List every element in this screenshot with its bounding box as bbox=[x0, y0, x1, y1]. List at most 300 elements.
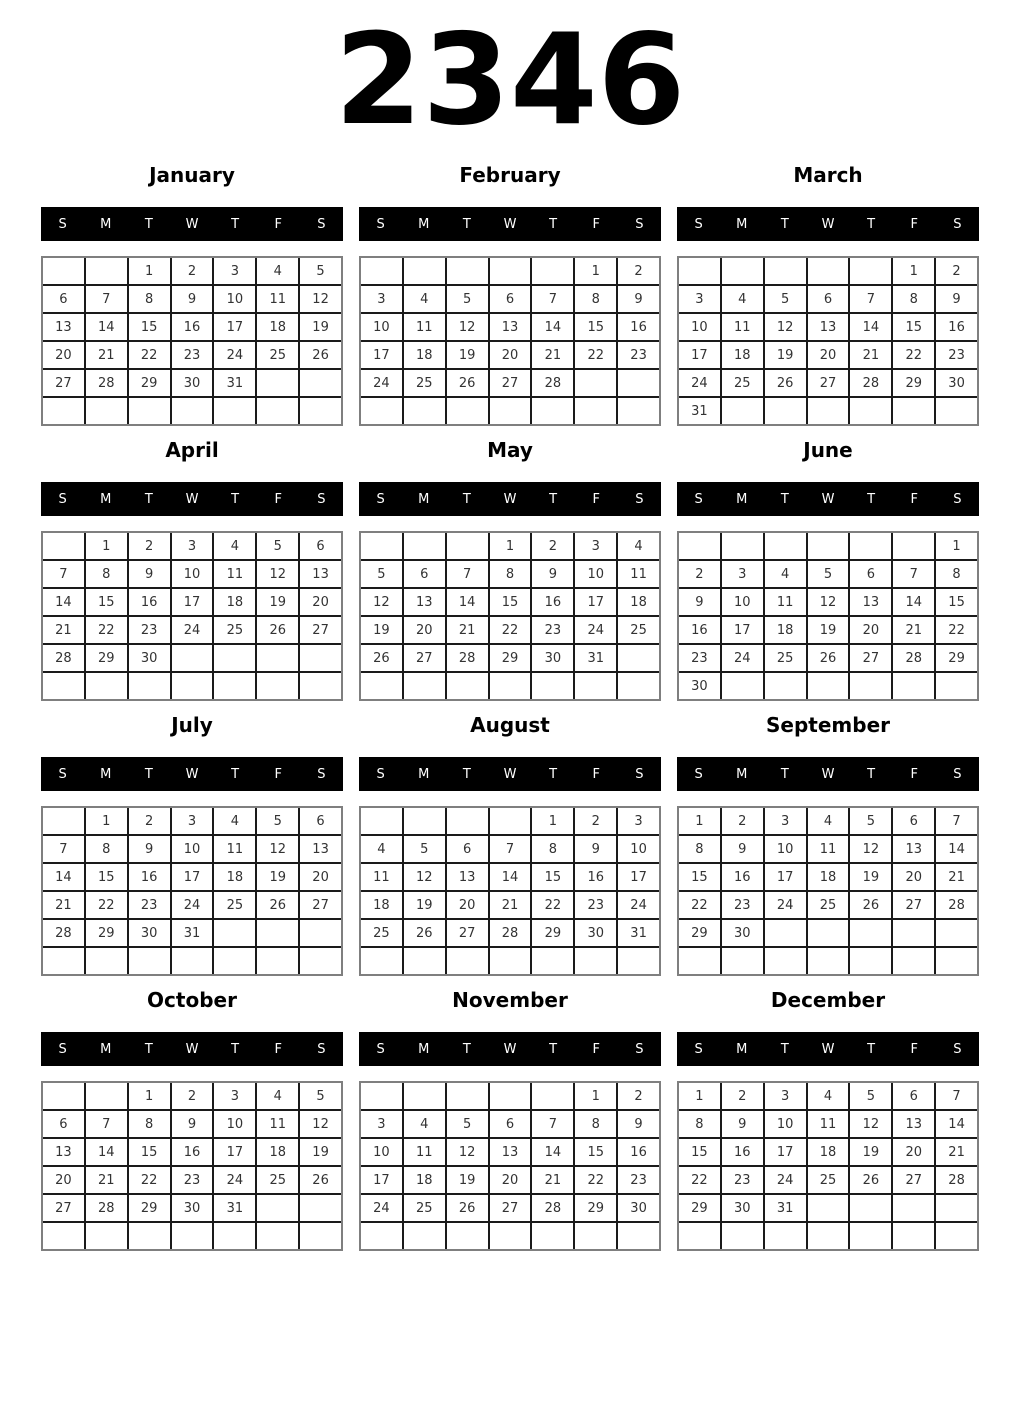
empty-date-cell bbox=[765, 398, 806, 424]
empty-date-cell bbox=[532, 1223, 573, 1249]
date-cell: 22 bbox=[86, 617, 127, 643]
date-cell: 11 bbox=[361, 864, 402, 890]
date-cell: 12 bbox=[447, 314, 488, 340]
empty-date-cell bbox=[361, 1083, 402, 1109]
empty-date-cell bbox=[86, 1083, 127, 1109]
month-calendar bbox=[359, 988, 661, 1251]
empty-date-cell bbox=[129, 948, 170, 974]
day-letter: F bbox=[910, 1041, 919, 1057]
date-cell: 2 bbox=[532, 533, 573, 559]
empty-date-cell bbox=[43, 533, 84, 559]
day-letter: S bbox=[953, 216, 962, 232]
date-cell: 24 bbox=[214, 1167, 255, 1193]
date-cell: 1 bbox=[679, 1083, 720, 1109]
date-cell: 2 bbox=[575, 808, 616, 834]
empty-date-cell bbox=[808, 398, 849, 424]
date-cell: 5 bbox=[850, 1083, 891, 1109]
date-cell: 20 bbox=[404, 617, 445, 643]
empty-date-cell bbox=[936, 1223, 977, 1249]
day-letter: T bbox=[231, 216, 240, 232]
date-cell: 31 bbox=[575, 645, 616, 671]
day-letter: S bbox=[953, 1041, 962, 1057]
day-letter: M bbox=[100, 491, 112, 507]
empty-date-cell bbox=[129, 398, 170, 424]
date-cell: 21 bbox=[447, 617, 488, 643]
empty-date-cell bbox=[43, 1083, 84, 1109]
date-cell: 31 bbox=[765, 1195, 806, 1221]
month-title: April bbox=[165, 438, 219, 463]
day-letter: S bbox=[953, 766, 962, 782]
date-cell: 16 bbox=[532, 589, 573, 615]
day-of-week-header bbox=[359, 757, 661, 791]
empty-date-cell bbox=[765, 920, 806, 946]
date-cell: 6 bbox=[43, 286, 84, 312]
date-cell: 1 bbox=[86, 533, 127, 559]
date-cell: 23 bbox=[129, 617, 170, 643]
date-cell: 8 bbox=[532, 836, 573, 862]
date-cell: 23 bbox=[532, 617, 573, 643]
date-cell: 1 bbox=[490, 533, 531, 559]
date-cell: 22 bbox=[575, 342, 616, 368]
date-cell: 4 bbox=[214, 533, 255, 559]
day-letter: T bbox=[231, 766, 240, 782]
date-cell: 10 bbox=[765, 836, 806, 862]
date-cell: 28 bbox=[850, 370, 891, 396]
empty-date-cell bbox=[679, 948, 720, 974]
date-cell: 26 bbox=[404, 920, 445, 946]
date-cell: 12 bbox=[300, 286, 341, 312]
date-cell: 13 bbox=[808, 314, 849, 340]
date-cell: 12 bbox=[257, 836, 298, 862]
empty-date-cell bbox=[618, 645, 659, 671]
date-cell: 24 bbox=[575, 617, 616, 643]
empty-date-cell bbox=[86, 258, 127, 284]
date-cell: 14 bbox=[490, 864, 531, 890]
day-letter: W bbox=[185, 1041, 199, 1057]
date-cell: 29 bbox=[532, 920, 573, 946]
day-letter: W bbox=[821, 491, 835, 507]
date-cell: 5 bbox=[850, 808, 891, 834]
date-cell: 16 bbox=[618, 314, 659, 340]
empty-date-cell bbox=[532, 1083, 573, 1109]
day-of-week-header bbox=[41, 757, 343, 791]
day-letter: W bbox=[185, 216, 199, 232]
date-cell: 4 bbox=[808, 808, 849, 834]
date-cell: 27 bbox=[43, 370, 84, 396]
date-cell: 5 bbox=[765, 286, 806, 312]
date-cell: 30 bbox=[129, 920, 170, 946]
date-cell: 14 bbox=[532, 314, 573, 340]
empty-date-cell bbox=[257, 645, 298, 671]
date-cell: 25 bbox=[808, 1167, 849, 1193]
date-cell: 21 bbox=[532, 1167, 573, 1193]
day-letter: M bbox=[736, 766, 748, 782]
day-letter: T bbox=[867, 1041, 876, 1057]
date-cell: 21 bbox=[43, 617, 84, 643]
date-grid bbox=[677, 531, 979, 701]
empty-date-cell bbox=[257, 1223, 298, 1249]
date-cell: 1 bbox=[893, 258, 934, 284]
empty-date-cell bbox=[722, 1223, 763, 1249]
date-cell: 17 bbox=[361, 1167, 402, 1193]
date-cell: 17 bbox=[172, 589, 213, 615]
date-cell: 25 bbox=[214, 892, 255, 918]
date-cell: 3 bbox=[214, 258, 255, 284]
date-cell: 19 bbox=[808, 617, 849, 643]
date-cell: 9 bbox=[679, 589, 720, 615]
day-letter: W bbox=[503, 1041, 517, 1057]
date-cell: 30 bbox=[936, 370, 977, 396]
month-title: November bbox=[452, 988, 568, 1013]
empty-date-cell bbox=[300, 1195, 341, 1221]
date-cell: 15 bbox=[936, 589, 977, 615]
empty-date-cell bbox=[532, 948, 573, 974]
date-cell: 13 bbox=[43, 1139, 84, 1165]
date-cell: 31 bbox=[618, 920, 659, 946]
date-cell: 12 bbox=[850, 1111, 891, 1137]
empty-date-cell bbox=[404, 808, 445, 834]
date-cell: 22 bbox=[490, 617, 531, 643]
date-cell: 28 bbox=[936, 892, 977, 918]
day-letter: S bbox=[58, 1041, 67, 1057]
date-cell: 27 bbox=[850, 645, 891, 671]
date-cell: 15 bbox=[86, 589, 127, 615]
empty-date-cell bbox=[361, 533, 402, 559]
date-cell: 28 bbox=[532, 1195, 573, 1221]
date-cell: 18 bbox=[722, 342, 763, 368]
date-cell: 3 bbox=[679, 286, 720, 312]
date-cell: 20 bbox=[43, 1167, 84, 1193]
date-cell: 20 bbox=[490, 1167, 531, 1193]
day-letter: S bbox=[376, 216, 385, 232]
empty-date-cell bbox=[361, 948, 402, 974]
date-cell: 28 bbox=[893, 645, 934, 671]
day-letter: T bbox=[867, 491, 876, 507]
date-cell: 12 bbox=[361, 589, 402, 615]
date-cell: 6 bbox=[300, 808, 341, 834]
date-cell: 16 bbox=[129, 864, 170, 890]
date-cell: 13 bbox=[43, 314, 84, 340]
empty-date-cell bbox=[618, 673, 659, 699]
day-letter: M bbox=[736, 1041, 748, 1057]
date-cell: 7 bbox=[936, 808, 977, 834]
empty-date-cell bbox=[214, 645, 255, 671]
date-cell: 11 bbox=[257, 1111, 298, 1137]
empty-date-cell bbox=[257, 370, 298, 396]
date-cell: 5 bbox=[447, 1111, 488, 1137]
date-cell: 5 bbox=[447, 286, 488, 312]
date-cell: 26 bbox=[361, 645, 402, 671]
date-cell: 3 bbox=[618, 808, 659, 834]
empty-date-cell bbox=[893, 948, 934, 974]
date-cell: 5 bbox=[257, 533, 298, 559]
date-cell: 18 bbox=[808, 1139, 849, 1165]
empty-date-cell bbox=[300, 370, 341, 396]
empty-date-cell bbox=[893, 920, 934, 946]
date-cell: 14 bbox=[86, 314, 127, 340]
date-cell: 26 bbox=[257, 892, 298, 918]
date-cell: 24 bbox=[722, 645, 763, 671]
date-cell: 15 bbox=[532, 864, 573, 890]
date-cell: 27 bbox=[404, 645, 445, 671]
date-cell: 26 bbox=[808, 645, 849, 671]
day-letter: S bbox=[635, 216, 644, 232]
date-grid bbox=[359, 806, 661, 976]
date-cell: 3 bbox=[172, 808, 213, 834]
month-title: June bbox=[803, 438, 853, 463]
empty-date-cell bbox=[43, 1223, 84, 1249]
day-letter: M bbox=[736, 216, 748, 232]
date-cell: 7 bbox=[86, 1111, 127, 1137]
empty-date-cell bbox=[447, 948, 488, 974]
date-cell: 28 bbox=[86, 1195, 127, 1221]
empty-date-cell bbox=[936, 948, 977, 974]
date-cell: 23 bbox=[722, 892, 763, 918]
date-cell: 27 bbox=[893, 892, 934, 918]
date-cell: 21 bbox=[43, 892, 84, 918]
date-cell: 13 bbox=[447, 864, 488, 890]
date-grid bbox=[359, 531, 661, 701]
date-cell: 2 bbox=[129, 533, 170, 559]
date-cell: 19 bbox=[300, 1139, 341, 1165]
date-cell: 16 bbox=[722, 864, 763, 890]
date-cell: 29 bbox=[129, 1195, 170, 1221]
date-cell: 30 bbox=[172, 370, 213, 396]
month-calendar bbox=[677, 163, 979, 426]
empty-date-cell bbox=[361, 808, 402, 834]
empty-date-cell bbox=[765, 533, 806, 559]
date-cell: 24 bbox=[172, 892, 213, 918]
date-cell: 17 bbox=[214, 1139, 255, 1165]
date-cell: 19 bbox=[300, 314, 341, 340]
day-letter: S bbox=[317, 216, 326, 232]
month-calendar bbox=[359, 438, 661, 701]
empty-date-cell bbox=[172, 673, 213, 699]
day-letter: S bbox=[635, 766, 644, 782]
date-cell: 5 bbox=[257, 808, 298, 834]
date-cell: 26 bbox=[447, 1195, 488, 1221]
date-cell: 6 bbox=[893, 808, 934, 834]
empty-date-cell bbox=[679, 1223, 720, 1249]
empty-date-cell bbox=[575, 370, 616, 396]
day-of-week-header bbox=[359, 1032, 661, 1066]
date-cell: 8 bbox=[86, 836, 127, 862]
date-cell: 27 bbox=[490, 370, 531, 396]
day-letter: T bbox=[231, 491, 240, 507]
date-cell: 8 bbox=[679, 1111, 720, 1137]
day-of-week-header bbox=[677, 757, 979, 791]
date-cell: 11 bbox=[404, 1139, 445, 1165]
day-letter: S bbox=[694, 766, 703, 782]
month-calendar bbox=[41, 163, 343, 426]
date-cell: 16 bbox=[129, 589, 170, 615]
empty-date-cell bbox=[679, 258, 720, 284]
month-title: August bbox=[470, 713, 550, 738]
date-cell: 6 bbox=[490, 286, 531, 312]
date-cell: 19 bbox=[850, 864, 891, 890]
date-cell: 11 bbox=[808, 1111, 849, 1137]
date-cell: 29 bbox=[86, 920, 127, 946]
date-cell: 24 bbox=[172, 617, 213, 643]
date-cell: 28 bbox=[43, 645, 84, 671]
date-cell: 10 bbox=[679, 314, 720, 340]
date-cell: 12 bbox=[808, 589, 849, 615]
empty-date-cell bbox=[361, 1223, 402, 1249]
empty-date-cell bbox=[86, 1223, 127, 1249]
date-cell: 26 bbox=[300, 342, 341, 368]
empty-date-cell bbox=[447, 673, 488, 699]
empty-date-cell bbox=[850, 533, 891, 559]
day-letter: S bbox=[58, 216, 67, 232]
empty-date-cell bbox=[722, 533, 763, 559]
day-letter: T bbox=[462, 491, 471, 507]
date-grid bbox=[41, 531, 343, 701]
date-cell: 22 bbox=[575, 1167, 616, 1193]
date-cell: 25 bbox=[765, 645, 806, 671]
empty-date-cell bbox=[43, 673, 84, 699]
date-cell: 30 bbox=[129, 645, 170, 671]
date-cell: 12 bbox=[765, 314, 806, 340]
date-cell: 6 bbox=[300, 533, 341, 559]
date-cell: 10 bbox=[361, 1139, 402, 1165]
date-cell: 30 bbox=[722, 920, 763, 946]
empty-date-cell bbox=[447, 398, 488, 424]
empty-date-cell bbox=[361, 398, 402, 424]
month-calendar bbox=[359, 163, 661, 426]
month-calendar bbox=[41, 438, 343, 701]
month-calendar bbox=[41, 988, 343, 1251]
date-cell: 18 bbox=[404, 1167, 445, 1193]
date-grid bbox=[41, 1081, 343, 1251]
empty-date-cell bbox=[404, 258, 445, 284]
empty-date-cell bbox=[404, 1223, 445, 1249]
empty-date-cell bbox=[86, 398, 127, 424]
date-cell: 13 bbox=[850, 589, 891, 615]
date-cell: 17 bbox=[722, 617, 763, 643]
date-cell: 8 bbox=[575, 286, 616, 312]
date-cell: 14 bbox=[936, 1111, 977, 1137]
empty-date-cell bbox=[490, 1223, 531, 1249]
date-cell: 6 bbox=[447, 836, 488, 862]
date-cell: 9 bbox=[936, 286, 977, 312]
day-letter: M bbox=[418, 216, 430, 232]
date-grid bbox=[41, 256, 343, 426]
date-cell: 10 bbox=[722, 589, 763, 615]
day-letter: T bbox=[462, 1041, 471, 1057]
day-of-week-header bbox=[41, 207, 343, 241]
date-cell: 21 bbox=[532, 342, 573, 368]
date-cell: 9 bbox=[722, 1111, 763, 1137]
empty-date-cell bbox=[129, 673, 170, 699]
month-title: October bbox=[147, 988, 237, 1013]
date-cell: 10 bbox=[214, 1111, 255, 1137]
empty-date-cell bbox=[214, 920, 255, 946]
date-cell: 30 bbox=[532, 645, 573, 671]
date-cell: 12 bbox=[300, 1111, 341, 1137]
date-cell: 28 bbox=[490, 920, 531, 946]
empty-date-cell bbox=[850, 948, 891, 974]
day-letter: S bbox=[953, 491, 962, 507]
date-cell: 20 bbox=[490, 342, 531, 368]
day-letter: S bbox=[317, 491, 326, 507]
date-cell: 12 bbox=[404, 864, 445, 890]
date-cell: 2 bbox=[936, 258, 977, 284]
empty-date-cell bbox=[447, 533, 488, 559]
empty-date-cell bbox=[361, 673, 402, 699]
day-letter: T bbox=[549, 216, 558, 232]
empty-date-cell bbox=[490, 673, 531, 699]
date-cell: 19 bbox=[447, 1167, 488, 1193]
date-cell: 11 bbox=[214, 836, 255, 862]
date-cell: 10 bbox=[172, 561, 213, 587]
day-letter: F bbox=[274, 216, 283, 232]
empty-date-cell bbox=[300, 920, 341, 946]
date-cell: 14 bbox=[86, 1139, 127, 1165]
date-cell: 13 bbox=[490, 1139, 531, 1165]
date-grid bbox=[677, 256, 979, 426]
date-cell: 4 bbox=[765, 561, 806, 587]
empty-date-cell bbox=[722, 948, 763, 974]
date-cell: 26 bbox=[850, 1167, 891, 1193]
day-letter: T bbox=[144, 1041, 153, 1057]
day-letter: F bbox=[910, 216, 919, 232]
date-cell: 10 bbox=[214, 286, 255, 312]
day-letter: W bbox=[185, 491, 199, 507]
date-cell: 24 bbox=[361, 1195, 402, 1221]
date-cell: 20 bbox=[43, 342, 84, 368]
date-cell: 22 bbox=[679, 1167, 720, 1193]
date-cell: 17 bbox=[618, 864, 659, 890]
day-letter: T bbox=[867, 216, 876, 232]
empty-date-cell bbox=[300, 645, 341, 671]
day-letter: W bbox=[821, 216, 835, 232]
empty-date-cell bbox=[893, 1223, 934, 1249]
empty-date-cell bbox=[936, 673, 977, 699]
date-grid bbox=[677, 1081, 979, 1251]
day-letter: F bbox=[910, 766, 919, 782]
empty-date-cell bbox=[618, 370, 659, 396]
date-cell: 24 bbox=[679, 370, 720, 396]
date-cell: 2 bbox=[172, 258, 213, 284]
empty-date-cell bbox=[679, 533, 720, 559]
date-cell: 4 bbox=[404, 286, 445, 312]
date-cell: 6 bbox=[404, 561, 445, 587]
date-cell: 18 bbox=[214, 589, 255, 615]
day-of-week-header bbox=[359, 207, 661, 241]
date-cell: 4 bbox=[214, 808, 255, 834]
day-letter: T bbox=[780, 491, 789, 507]
date-cell: 15 bbox=[129, 314, 170, 340]
date-cell: 13 bbox=[893, 836, 934, 862]
day-letter: W bbox=[503, 491, 517, 507]
date-cell: 20 bbox=[893, 864, 934, 890]
empty-date-cell bbox=[936, 398, 977, 424]
date-cell: 15 bbox=[575, 314, 616, 340]
date-cell: 7 bbox=[447, 561, 488, 587]
date-cell: 25 bbox=[257, 342, 298, 368]
date-cell: 2 bbox=[129, 808, 170, 834]
date-cell: 23 bbox=[575, 892, 616, 918]
empty-date-cell bbox=[257, 1195, 298, 1221]
date-cell: 4 bbox=[361, 836, 402, 862]
date-cell: 6 bbox=[490, 1111, 531, 1137]
day-letter: M bbox=[100, 216, 112, 232]
date-cell: 30 bbox=[618, 1195, 659, 1221]
date-cell: 18 bbox=[257, 1139, 298, 1165]
empty-date-cell bbox=[43, 948, 84, 974]
day-letter: W bbox=[821, 1041, 835, 1057]
date-cell: 27 bbox=[893, 1167, 934, 1193]
